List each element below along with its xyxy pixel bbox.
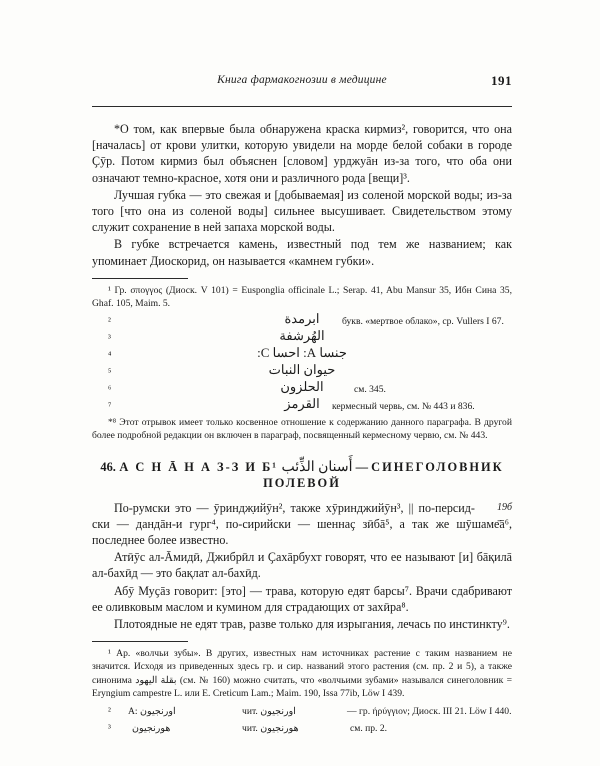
section-footnote-2-marker: ²: [108, 706, 111, 718]
footnote-4-marker: ⁴: [108, 350, 112, 362]
footnote-7: [92, 396, 512, 413]
page-content: [92, 74, 512, 735]
footnote-2-arabic: ابرمدة: [284, 311, 320, 327]
section-paragraph-2: Атӣӯс ал-Āмидӣ, Джибрӣл и Ҫахāрбухт говорят, что ее называют [и] бāқилā ал-бахӣд — это бақлат ал-бахӣд.: [92, 550, 512, 581]
footnote-6-arabic: الحلزون: [280, 379, 324, 395]
section-footnote-3-arabic: هورنجيون: [132, 723, 171, 735]
footnote-4-arabic: جنسا A: احسا C:: [257, 345, 347, 361]
paragraph-3: В губке встречается камень, известный под тем же названием; как упоминает Диоскорид, он называется «камнем губки».: [92, 237, 512, 268]
footnote-2-text: букв. «мертвое облако», ср. Vullers I 67.: [342, 316, 504, 328]
page-number: 191: [491, 73, 512, 88]
section-dash: —: [355, 459, 369, 474]
footnote-3: [92, 328, 512, 345]
section-number: 46.: [100, 459, 116, 474]
footnote-7-marker: ⁷: [108, 401, 112, 413]
footnote-5-marker: ⁵: [108, 367, 112, 379]
running-title: Книга фармакогнозии в медицине: [217, 74, 387, 86]
section-paragraph-4: Плотоядные не едят трав, разве только для изрыгания, лечась по инстинкту⁹.: [114, 617, 510, 632]
footnote-6-text: см. 345.: [354, 384, 386, 396]
section-title-arabic: أَسنان الذِّئب: [281, 459, 353, 475]
footnote-2-marker: ²: [108, 316, 111, 328]
paragraph-1: *О том, как впервые была обнаружена краска кирмиз², говорится, что она [началась] от крови улитки, которую увидели на морде белой собаки в городе Ҫӯр. Потом кирмиз был объяснен [словом] урджуāн из-за того, что оба они означают темно-красное, хотя они и различного рода [вещи]³.: [92, 122, 512, 185]
section-footnote-2-text: — гр. ήρύγγιον; Диоск. III 21. Löw I 440.: [347, 706, 512, 718]
section-paragraph-1: [92, 500, 512, 549]
header-divider: [92, 106, 512, 107]
section-footnote-divider: [92, 641, 188, 642]
footnote-divider: [92, 278, 188, 279]
section-footnote-2-arabic-a: A: اورنجيون: [128, 706, 176, 718]
section-footnote-3: [92, 718, 512, 735]
footnote-6-marker: ⁶: [108, 384, 112, 396]
section-footnote-3-text: см. пр. 2.: [350, 723, 388, 735]
footnote-7-arabic: القرمز: [284, 396, 320, 412]
footnote-8: *⁸ Этот отрывок имеет только косвенное отношение к содержанию данного параграфа. В другой более подробной редакции он включен в параграф, посвященный кермесному червю, см. № 443.: [92, 417, 512, 442]
section-footnote-2-mid: чит. اورنجيون: [242, 706, 296, 718]
section-footnote-3-marker: ³: [108, 723, 111, 735]
footnote-6: [92, 379, 512, 396]
footnote-7-text: кермесный червь, см. № 443 и 836.: [332, 401, 475, 413]
section-title-russian: СИНЕГОЛОВНИК ПОЛЕВОЙ: [263, 459, 504, 490]
section-heading: [92, 459, 512, 491]
footnote-4: [92, 345, 512, 362]
marginal-folio-note: 19б: [496, 501, 512, 513]
section-title-translit: А С Н Ā Н А З-З И Б¹: [119, 459, 278, 474]
section-footnote-1: ¹ Ар. «волчьи зубы». В других, известных нам источниках растение с таким названием не значится. Исходя из приведенных здесь гр. и сир. названий этого растения (см. пр. 2 и 5), а также синонима بقلة اليهود (см. № 160) можно считать, что «волчьими зубами» назывался синеголовник = Eryngium campestre L. или E. Creticum Lam.; Maim. 190, Issa 77ib, Löw I 439.: [92, 648, 512, 699]
page-header: [92, 74, 512, 96]
section-footnote-2: [92, 701, 512, 718]
footnote-5: [92, 362, 512, 379]
footnote-3-arabic: الهُرشفة: [279, 328, 325, 344]
footnote-2: [92, 311, 512, 328]
section-footnote-3-mid: чит. هورنجيون: [242, 723, 299, 735]
footnote-1: ¹ Гр. σπογγος (Диоск. V 101) = Eusponglia officinale L.; Serap. 41, Abu Mansur 35, Ибн Сина 35, Ghaf. 105, Maim. 5.: [92, 284, 512, 310]
footnote-5-arabic: حيوان النبات: [268, 362, 336, 378]
section-paragraph-3: Абӯ Муҫāз говорит: [это] — трава, которую едят барсы⁷. Врачи сдабривают ее оливковым маслом и кумином для страдающих от захӣра⁸.: [92, 583, 512, 614]
footnote-3-marker: ³: [108, 333, 111, 345]
paragraph-2: Лучшая губка — это свежая и [добываемая] из соленой морской воды; из-за того [что она из соленой воды] сильнее высушивает. Свидетельством этому служит сохранение в ней запаха морской воды.: [92, 187, 512, 235]
section-paragraph-1-text: По-румски это — ӯриндж̣ийӯн², также хӯринджийӯн³, || по-персид-ски — дандāн-и гург⁴, по-сирийски — шеннаҫ зӣбā⁵, а так же шӯшаме̄ā⁶, последнее более известно.: [92, 500, 512, 548]
